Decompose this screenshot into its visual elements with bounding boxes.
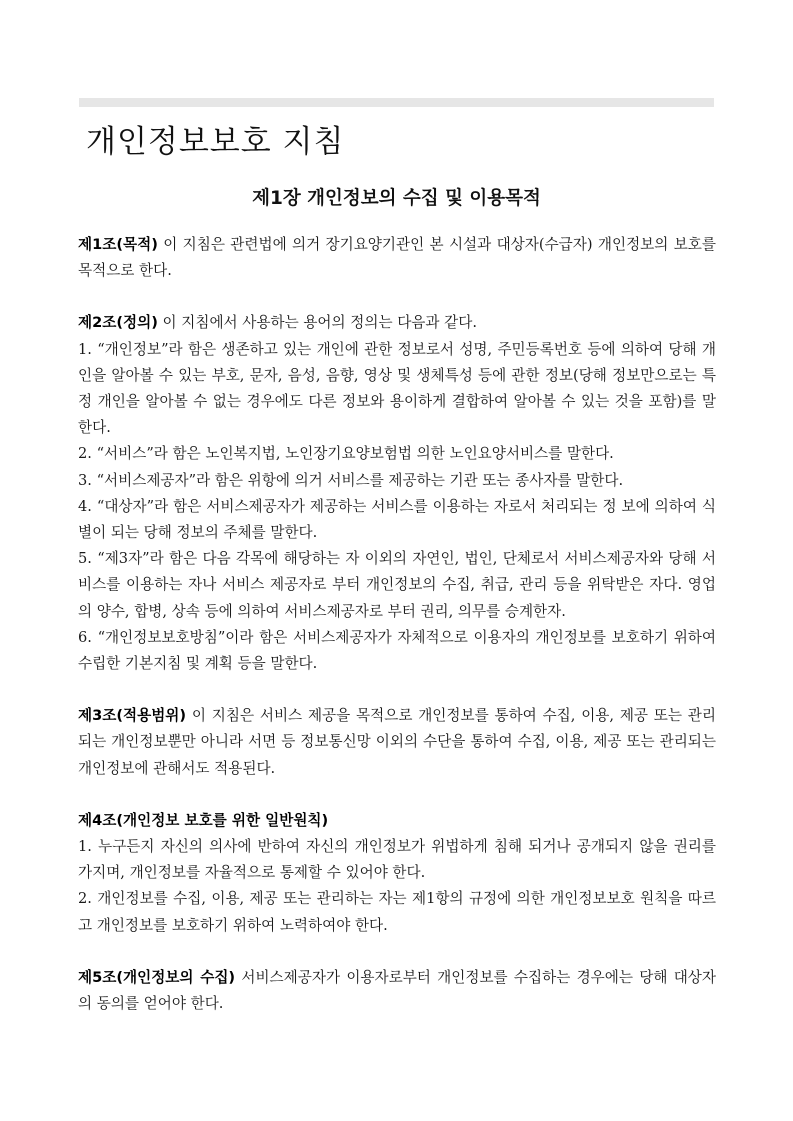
article-item: 6. “개인정보보호방침”이라 함은 서비스제공자가 자체적으로 이용자의 개인정보를 보호하기 위하여 수립한 기본지침 및 계획 등을 말한다. [78, 628, 716, 673]
chapter-title: 제1장 개인정보의 수집 및 이용목적 [252, 188, 541, 209]
article-4 [78, 808, 716, 939]
article-item: 1. 누구든지 자신의 의사에 반하여 자신의 개인정보가 위법하게 침해 되거나 공개되지 않을 권리를 가지며, 개인정보를 자율적으로 통제할 수 있어야 한다. [78, 838, 716, 882]
article-heading: 제2조(정의) [78, 314, 158, 332]
article-heading: 제4조(개인정보 보호를 위한 일반원칙) [78, 811, 329, 829]
article-2 [78, 310, 716, 677]
article-heading: 제1조(목적) [78, 236, 158, 253]
document-body [78, 232, 716, 1043]
article-paragraph [78, 965, 716, 1017]
article-item: 2. “서비스”라 함은 노인복지법, 노인장기요양보험법 의한 노인요양서비스를 말한다. [78, 445, 614, 463]
article-item: 5. “제3자”라 함은 다음 각목에 해당하는 자 이외의 자연인, 법인, 단체로서 서비스제공자와 당해 서비스를 이용하는 자나 서비스 제공자로 부터 개인정보의 수집, 취급, 관리 등을 위탁받은 자다. 영업의 양수, 합병, 상속 등에 의하여 서비스제공자로 부터 권리, 의무를 승계한자. [78, 550, 716, 620]
article-paragraph [78, 310, 716, 336]
article-text: 이 지침은 관련법에 의거 장기요양기관인 본 시설과 대상자(수급자) 개인정보의 보호를 목적으로 한다. [78, 236, 716, 280]
document-title: 개인정보보호 지침 [86, 124, 345, 160]
article-3 [78, 703, 716, 782]
article-text: 이 지침에서 사용하는 용어의 정의는 다음과 같다. [157, 314, 477, 332]
article-text: 서비스제공자가 이용자로부터 개인정보를 수집하는 경우에는 당해 대상자의 동의를 얻어야 한다. [78, 968, 716, 1013]
article-paragraph [78, 232, 716, 284]
article-text: 이 지침은 서비스 제공을 목적으로 개인정보를 통하여 수집, 이용, 제공 또는 관리되는 개인정보뿐만 아니라 서면 등 정보통신망 이외의 수단을 통하여 수집, 이용, 제공 또는 관리되는 개인정보에 관해서도 적용된다. [78, 707, 716, 777]
article-paragraph [78, 703, 716, 782]
article-heading: 제3조(적용범위) [78, 707, 187, 725]
header-divider-bar [79, 98, 714, 107]
article-5 [78, 965, 716, 1017]
article-item: 3. “서비스제공자”라 함은 위항에 의거 서비스를 제공하는 기관 또는 종사자를 말한다. [78, 471, 624, 489]
article-item: 1. “개인정보”라 함은 생존하고 있는 개인에 관한 정보로서 성명, 주민등록번호 등에 의하여 당해 개인을 알아볼 수 있는 부호, 문자, 음성, 음향, 영상 및 생체특성 등에 관한 정보(당해 정보만으로는 특정 개인을 알아볼 수 없는 경우에도 다른 정보와 용이하게 결합하여 알아볼 수 있는 것을 포함)를 말한다. [78, 340, 716, 437]
article-paragraph [78, 808, 716, 834]
article-item: 2. 개인정보를 수집, 이용, 제공 또는 관리하는 자는 제1항의 규정에 의한 개인정보보호 원칙을 따르고 개인정보를 보호하기 위하여 노력하여야 한다. [78, 890, 716, 934]
article-item: 4. “대상자”라 함은 서비스제공자가 제공하는 서비스를 이용하는 자로서 처리되는 정 보에 의하여 식별이 되는 당해 정보의 주체를 말한다. [78, 497, 716, 542]
article-heading: 제5조(개인정보의 수집) [78, 968, 236, 986]
article-1 [78, 232, 716, 284]
